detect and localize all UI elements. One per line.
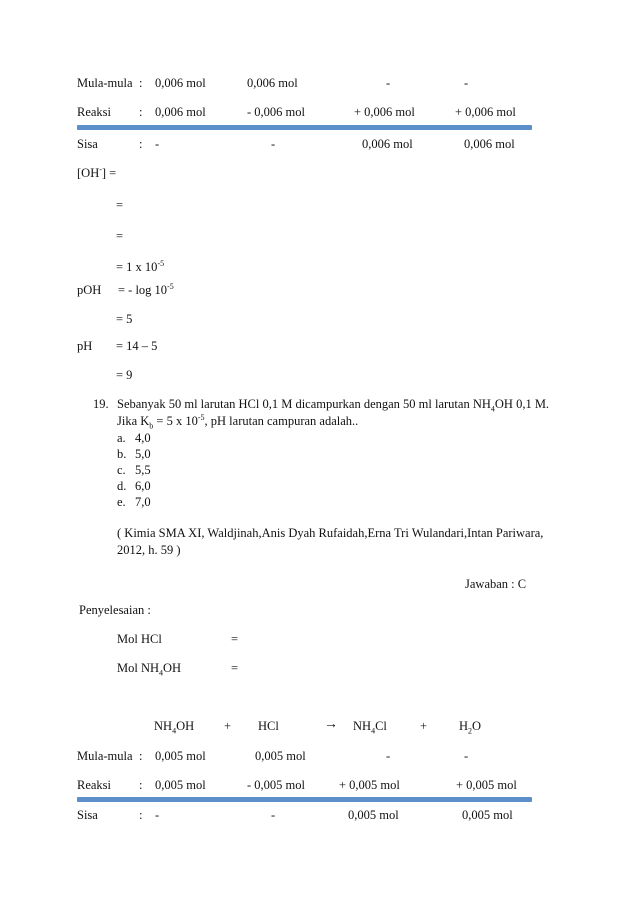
- oh-concentration-label: [OH-] =: [77, 164, 117, 180]
- poh-result: = 5: [116, 312, 133, 326]
- table1-reaksi-c4: + 0,006 mol: [455, 105, 516, 119]
- option-b-value: 5,0: [135, 447, 151, 461]
- option-c-letter: c.: [117, 463, 126, 477]
- source-line1: ( Kimia SMA XI, Waldjinah,Anis Dyah Rufaidah,Erna Tri Wulandari,Intan Pariwara,: [117, 526, 544, 540]
- table2-sisa-c3: 0,005 mol: [348, 808, 399, 822]
- product-nh4cl: $NH_4Cl$: [353, 719, 387, 736]
- table1-reaksi-c2: - 0,006 mol: [247, 105, 305, 119]
- poh-expression: = - $\log 10^{-5}$: [118, 281, 174, 297]
- calc-eq3: = 1 x $10^{-5}$: [116, 258, 165, 274]
- table2-divider: [77, 797, 532, 802]
- question-line1: Sebanyak 50 ml larutan HCl 0,1 M dicampurkan dengan 50 ml larutan $NH_4OH$ 0,1 M.: [117, 397, 550, 414]
- table1-sisa-sep: :: [139, 137, 143, 151]
- table1-reaksi-label: Reaksi: [77, 105, 112, 119]
- table1-mula-c4: -: [464, 76, 469, 90]
- table2-sisa-c1: -: [155, 808, 160, 822]
- table2-mula-c2: 0,005 mol: [255, 749, 306, 763]
- option-e-value: 7,0: [135, 495, 151, 509]
- product-h2o: $H_2O$: [459, 719, 482, 736]
- ph-expression: = 14 – 5: [116, 339, 158, 353]
- table2-sisa-label: Sisa: [77, 808, 98, 822]
- option-b-letter: b.: [117, 447, 127, 461]
- calc-eq1: =: [116, 198, 124, 212]
- source-line2: 2012, h. 59 ): [117, 543, 181, 557]
- table1-sisa-c1: -: [155, 137, 160, 151]
- table1-mula-sep: :: [139, 76, 143, 90]
- table2-reaksi-c4: + 0,005 mol: [456, 778, 517, 792]
- table2-reaksi-label: Reaksi: [77, 778, 112, 792]
- table2-reaksi-sep: :: [139, 778, 143, 792]
- mol-nh4oh-eq: =: [231, 661, 239, 675]
- table1-sisa-c4: 0,006 mol: [464, 137, 515, 151]
- question-line2: Jika $K_b = 5$ x $10^{-5}$, pH larutan campuran adalah..: [117, 412, 359, 431]
- mol-hcl-eq: =: [231, 632, 239, 646]
- plus-sign-2: +: [420, 719, 428, 733]
- table1-mula-label: Mula-mula: [77, 76, 133, 90]
- question-number: 19.: [93, 397, 109, 411]
- table1-sisa-c3: 0,006 mol: [362, 137, 413, 151]
- reactant-hcl: HCl: [258, 719, 279, 733]
- option-d-value: 6,0: [135, 479, 151, 493]
- poh-label: pOH: [77, 283, 102, 297]
- plus-sign-1: +: [224, 719, 232, 733]
- table2-reaksi-c2: - 0,005 mol: [247, 778, 305, 792]
- calc-eq2: =: [116, 229, 124, 243]
- table2-sisa-c2: -: [271, 808, 276, 822]
- table2-mula-sep: :: [139, 749, 143, 763]
- reaction-arrow-icon: →: [324, 717, 338, 732]
- table1-sisa-c2: -: [271, 137, 276, 151]
- ph-label: pH: [77, 339, 93, 353]
- table1-mula-c3: -: [386, 76, 391, 90]
- solution-heading: Penyelesaian :: [79, 603, 151, 617]
- table2-mula-c4: -: [464, 749, 469, 763]
- table1-reaksi-c1: 0,006 mol: [155, 105, 206, 119]
- table2-reaksi-c3: + 0,005 mol: [339, 778, 400, 792]
- table2-reaksi-c1: 0,005 mol: [155, 778, 206, 792]
- table2-sisa-sep: :: [139, 808, 143, 822]
- table2-mula-c3: -: [386, 749, 391, 763]
- ph-result: = 9: [116, 368, 133, 382]
- table2-mula-c1: 0,005 mol: [155, 749, 206, 763]
- mol-nh4oh-label: Mol $NH_4OH$: [117, 661, 182, 678]
- option-a-letter: a.: [117, 431, 126, 445]
- table1-sisa-label: Sisa: [77, 137, 98, 151]
- option-a-value: 4,0: [135, 431, 151, 445]
- table1-divider: [77, 125, 532, 130]
- table2-sisa-c4: 0,005 mol: [462, 808, 513, 822]
- answer: Jawaban : C: [465, 577, 527, 591]
- table1-mula-c2: 0,006 mol: [247, 76, 298, 90]
- table1-reaksi-sep: :: [139, 105, 143, 119]
- option-c-value: 5,5: [135, 463, 151, 477]
- option-d-letter: d.: [117, 479, 127, 493]
- table2-mula-label: Mula-mula: [77, 749, 133, 763]
- table1-mula-c1: 0,006 mol: [155, 76, 206, 90]
- reactant-nh4oh: $NH_4OH$: [154, 719, 195, 736]
- option-e-letter: e.: [117, 495, 126, 509]
- mol-hcl-label: Mol HCl: [117, 632, 162, 646]
- table1-reaksi-c3: + 0,006 mol: [354, 105, 415, 119]
